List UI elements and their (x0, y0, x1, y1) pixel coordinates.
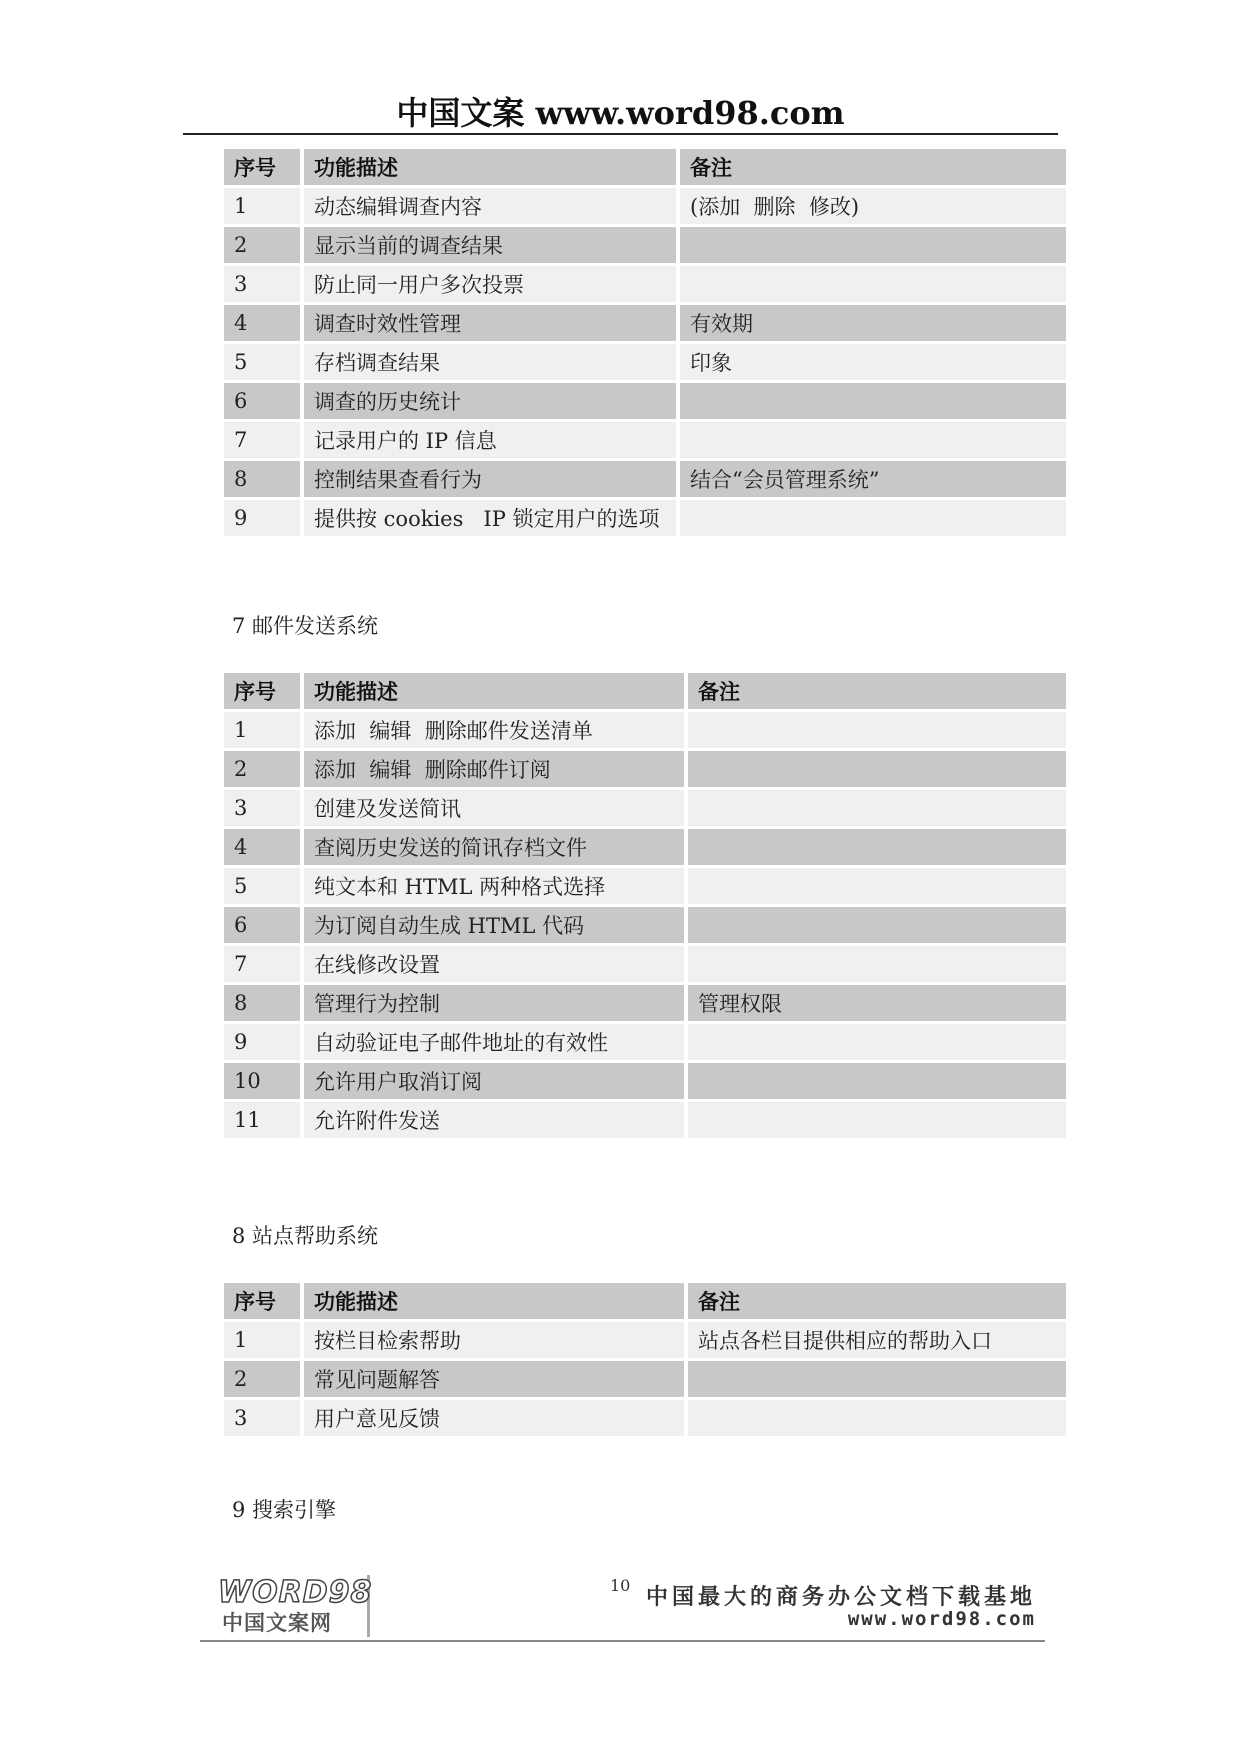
table-row (224, 829, 1066, 865)
cell-remark: (添加 删除 修改) (680, 188, 1066, 224)
cell-description: 调查时效性管理 (304, 305, 676, 341)
cell-description: 添加 编辑 删除邮件发送清单 (304, 712, 684, 748)
table-row (224, 500, 1066, 536)
cell-index: 1 (224, 712, 300, 748)
table-row (224, 1102, 1066, 1138)
header-cell-index: 序号 (224, 673, 300, 709)
cell-remark (688, 751, 1066, 787)
table-row (224, 712, 1066, 748)
page-number: 10 (610, 1576, 631, 1595)
cell-description: 调查的历史统计 (304, 383, 676, 419)
cell-index: 3 (224, 1400, 300, 1436)
table-row (224, 1361, 1066, 1397)
cell-remark (688, 1361, 1066, 1397)
cell-description: 提供按 cookies IP 锁定用户的选项 (304, 500, 676, 536)
cell-remark: 管理权限 (688, 985, 1066, 1021)
header-cell-index: 序号 (224, 1283, 300, 1319)
cell-remark: 印象 (680, 344, 1066, 380)
cell-remark (688, 1063, 1066, 1099)
page-header-title: 中国文案 www.word98.com (396, 94, 845, 132)
cell-description: 常见问题解答 (304, 1361, 684, 1397)
cell-description: 管理行为控制 (304, 985, 684, 1021)
table-row (224, 1400, 1066, 1436)
cell-description: 显示当前的调查结果 (304, 227, 676, 263)
cell-index: 10 (224, 1063, 300, 1099)
header-cell-remark: 备注 (688, 1283, 1066, 1319)
cell-index: 9 (224, 500, 300, 536)
cell-remark (688, 790, 1066, 826)
logo-subtitle: 中国文案网 (222, 1611, 332, 1635)
table-header-row (224, 1283, 1066, 1319)
section-title-mail-system: 7 邮件发送系统 (232, 614, 379, 638)
cell-index: 2 (224, 751, 300, 787)
header-cell-description: 功能描述 (304, 1283, 684, 1319)
table-header-row (224, 149, 1066, 185)
cell-description: 允许附件发送 (304, 1102, 684, 1138)
cell-remark (688, 1024, 1066, 1060)
cell-index: 5 (224, 344, 300, 380)
cell-remark (688, 907, 1066, 943)
table-row (224, 383, 1066, 419)
header-cell-remark: 备注 (688, 673, 1066, 709)
cell-index: 8 (224, 985, 300, 1021)
cell-remark (688, 829, 1066, 865)
table-header-row (224, 673, 1066, 709)
cell-index: 9 (224, 1024, 300, 1060)
table-row (224, 946, 1066, 982)
table-row (224, 1322, 1066, 1358)
logo-wordmark: WORD98 (218, 1575, 373, 1610)
cell-description: 动态编辑调查内容 (304, 188, 676, 224)
cell-remark (680, 266, 1066, 302)
table-row (224, 188, 1066, 224)
table-row (224, 344, 1066, 380)
table-row (224, 868, 1066, 904)
cell-description: 在线修改设置 (304, 946, 684, 982)
cell-remark (680, 227, 1066, 263)
cell-description: 记录用户的 IP 信息 (304, 422, 676, 458)
table-row (224, 790, 1066, 826)
mail-function-table (220, 670, 1070, 1141)
cell-index: 4 (224, 829, 300, 865)
cell-index: 7 (224, 946, 300, 982)
table-row (224, 305, 1066, 341)
survey-function-table (220, 146, 1070, 539)
cell-index: 8 (224, 461, 300, 497)
table-row (224, 227, 1066, 263)
cell-remark (688, 1400, 1066, 1436)
footer-slogan: 中国最大的商务办公文档下载基地 (645, 1585, 1036, 1610)
cell-index: 2 (224, 1361, 300, 1397)
footer-divider (200, 1640, 1045, 1642)
cell-description: 按栏目检索帮助 (304, 1322, 684, 1358)
header-divider (183, 133, 1058, 135)
cell-description: 查阅历史发送的简讯存档文件 (304, 829, 684, 865)
cell-remark: 站点各栏目提供相应的帮助入口 (688, 1322, 1066, 1358)
cell-description: 用户意见反馈 (304, 1400, 684, 1436)
cell-index: 1 (224, 1322, 300, 1358)
table-row (224, 985, 1066, 1021)
table-row (224, 461, 1066, 497)
help-function-table (220, 1280, 1070, 1439)
cell-index: 6 (224, 383, 300, 419)
cell-index: 4 (224, 305, 300, 341)
table-row (224, 266, 1066, 302)
word98-logo (202, 1575, 373, 1637)
cell-index: 5 (224, 868, 300, 904)
table-row (224, 1024, 1066, 1060)
cell-index: 7 (224, 422, 300, 458)
cell-remark (688, 946, 1066, 982)
cell-description: 添加 编辑 删除邮件订阅 (304, 751, 684, 787)
cell-index: 6 (224, 907, 300, 943)
cell-description: 创建及发送简讯 (304, 790, 684, 826)
cell-remark (688, 868, 1066, 904)
cell-remark (688, 1102, 1066, 1138)
cell-description: 为订阅自动生成 HTML 代码 (304, 907, 684, 943)
cell-description: 存档调查结果 (304, 344, 676, 380)
cell-index: 2 (224, 227, 300, 263)
section-title-help-system: 8 站点帮助系统 (232, 1224, 379, 1248)
cell-description: 纯文本和 HTML 两种格式选择 (304, 868, 684, 904)
header-cell-remark: 备注 (680, 149, 1066, 185)
table-row (224, 907, 1066, 943)
footer-url: www.word98.com (847, 1608, 1036, 1630)
cell-description: 自动验证电子邮件地址的有效性 (304, 1024, 684, 1060)
table-row (224, 751, 1066, 787)
header-cell-description: 功能描述 (304, 673, 684, 709)
cell-remark (680, 383, 1066, 419)
header-cell-description: 功能描述 (304, 149, 676, 185)
table-row (224, 1063, 1066, 1099)
cell-remark (680, 422, 1066, 458)
cell-description: 控制结果查看行为 (304, 461, 676, 497)
cell-remark (688, 712, 1066, 748)
cell-remark (680, 500, 1066, 536)
table-row (224, 422, 1066, 458)
cell-index: 3 (224, 790, 300, 826)
cell-index: 3 (224, 266, 300, 302)
header-cell-index: 序号 (224, 149, 300, 185)
cell-description: 允许用户取消订阅 (304, 1063, 684, 1099)
cell-index: 11 (224, 1102, 300, 1138)
cell-index: 1 (224, 188, 300, 224)
cell-description: 防止同一用户多次投票 (304, 266, 676, 302)
cell-remark: 结合“会员管理系统” (680, 461, 1066, 497)
cell-remark: 有效期 (680, 305, 1066, 341)
section-title-search-engine: 9 搜索引擎 (232, 1498, 337, 1522)
